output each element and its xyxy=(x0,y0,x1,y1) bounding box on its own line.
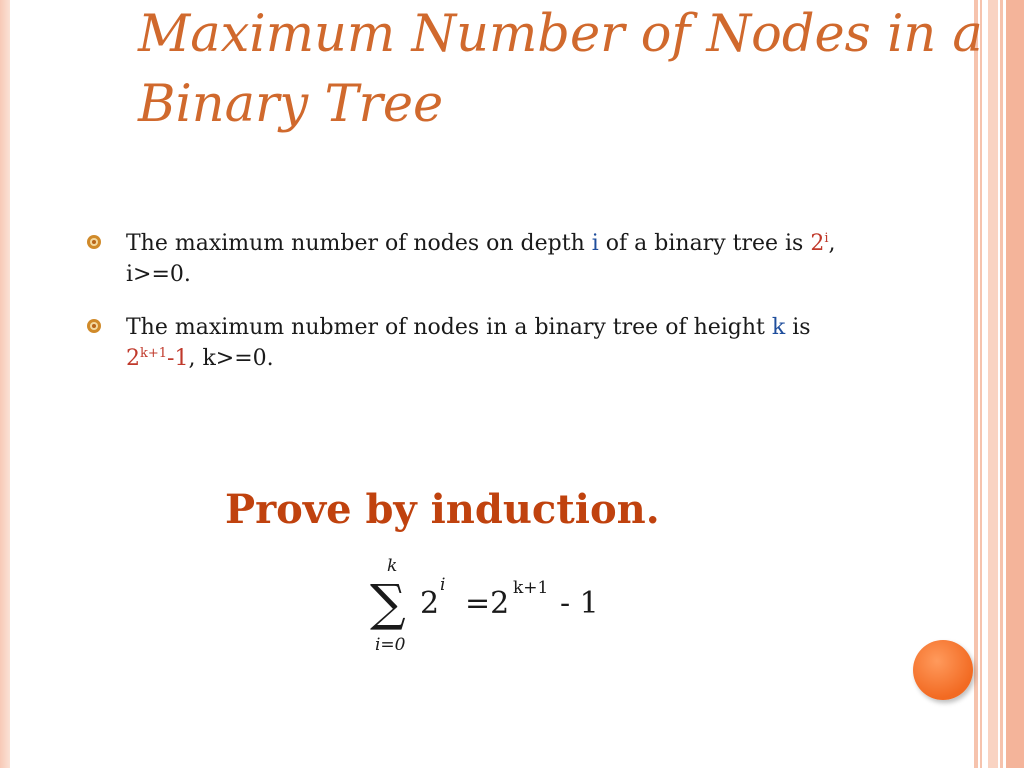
depth-variable: i xyxy=(591,231,599,256)
summation-formula xyxy=(365,550,625,660)
height-variable: k xyxy=(771,315,786,340)
sum-exponent: i xyxy=(440,575,446,595)
power-exponent: k+1 xyxy=(140,346,168,361)
bullet-text: i>=0. xyxy=(126,262,191,287)
power-base: 2 xyxy=(810,231,825,256)
sum-lower-limit: i=0 xyxy=(375,635,406,655)
bullet-text: is xyxy=(785,315,811,340)
prove-heading: Prove by induction. xyxy=(225,486,660,533)
bullet-item xyxy=(86,312,886,374)
rhs-exponent: k+1 xyxy=(513,578,549,598)
bullet-text: The maximum nubmer of nodes in a binary tree of height xyxy=(126,315,772,340)
slide-title: Maximum Number of Nodes in a Binary Tree xyxy=(138,5,983,134)
bullet-text: The maximum number of nodes on depth xyxy=(126,231,592,256)
power-base: 2 xyxy=(126,346,140,371)
bullet-icon xyxy=(86,234,102,250)
bullet-text: , k>=0. xyxy=(188,346,274,371)
rhs-equals: =2 xyxy=(465,586,510,621)
power-exponent: i xyxy=(824,231,829,246)
left-decor-band xyxy=(0,0,10,768)
bullet-text: , xyxy=(828,231,836,256)
minus-one: -1 xyxy=(167,346,189,371)
next-slide-button[interactable] xyxy=(913,640,973,700)
bullet-icon xyxy=(86,318,102,334)
bullet-item xyxy=(86,228,886,290)
rhs-minus-one: - 1 xyxy=(560,586,599,621)
sigma-symbol: ∑ xyxy=(370,574,406,632)
sum-upper-limit: k xyxy=(387,556,398,576)
sum-base: 2 xyxy=(420,586,440,621)
bullet-list xyxy=(86,228,886,396)
bullet-text: of a binary tree is xyxy=(598,231,811,256)
